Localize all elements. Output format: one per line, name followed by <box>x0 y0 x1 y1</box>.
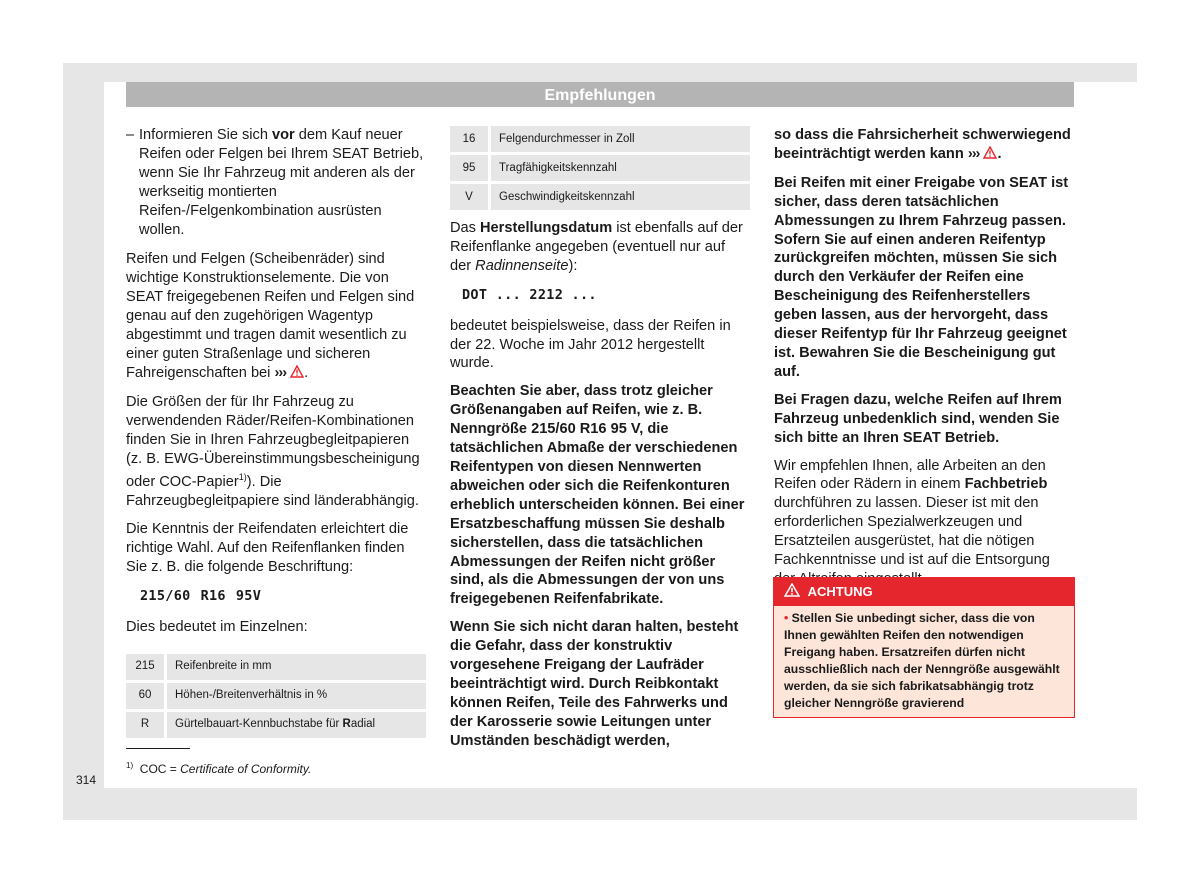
instruction-item <box>126 126 426 239</box>
instruction-text-post: dem Kauf neuer Reifen oder Felgen bei Ihrem SEAT Betrieb, wenn Sie Ihr Fahrzeug mit anderen als der werkseitig montierten Reifen-/Felgenkombination ausrüsten wollen. <box>139 127 424 238</box>
paragraph-text: Reifen und Felgen (Scheibenräder) sind wichtige Konstruktionselemente. Die von SEAT freigegebenen Reifen und Felgen sind genau auf den zugehörigen Wagentyp abgestimmt und tragen damit wesentlich zu einer guten Straßenlage und sicheren Fahreigenschaften bei <box>126 251 415 381</box>
table-value <box>164 712 426 738</box>
instruction-text-pre: Informieren Sie sich <box>139 127 273 143</box>
tire-marking-table <box>450 123 750 213</box>
table-value: Höhen-/Breitenverhältnis in % <box>164 683 426 709</box>
code-part: 95V <box>235 587 262 604</box>
date-code-example: DOT ... 2212 ... <box>462 286 597 303</box>
table-value: Geschwindigkeitskennzahl <box>488 184 750 210</box>
paragraph: bedeutet beispielsweise, dass der Reifen in der 22. Woche im Jahr 2012 hergestellt wurde. <box>450 317 731 372</box>
table-value-text: adial <box>350 718 376 731</box>
footnote-ref: 1) <box>238 472 247 483</box>
paragraph: Wenn Sie sich nicht daran halten, besteht die Gefahr, dass der konstruktiv vorgesehene Freigang der Laufräder beeinträchtigt wird. Durch Reibkontakt können Reifen, Teile des Fahrwerks und der Karosserie sowie Leitungen unter Umständen beschädigt werden, <box>450 619 739 749</box>
warning-text <box>774 606 1074 712</box>
warning-triangle-icon <box>784 579 800 607</box>
paragraph-text: Das <box>450 220 481 236</box>
paragraph-text: Die Größen der für Ihr Fahrzeug zu verwendenden Räder/Reifen-Kombinationen finden Sie in Ihren Fahrzeugbegleitpapieren (z. B. EWG-Übereinstimmungsbescheinigung oder COC-Papier <box>126 393 420 491</box>
instruction-text-bold: vor <box>272 127 295 143</box>
column-2 <box>450 126 750 760</box>
paragraph <box>450 219 750 276</box>
tire-marking-example <box>140 587 426 606</box>
paragraph: Bei Reifen mit einer Freigabe von SEAT ist sicher, dass deren tatsächlichen Abmessungen zu Ihrem Fahrzeug passen. Sofern Sie auf einen anderen Reifentyp zurückgreifen möchten, müssen Sie sich durch den Verkäufer der Reifen eine Bescheinigung des Reifenherstellers geben lassen, aus der hervorgeht, dass dieser Reifentyp für Ihr Fahrzeug geeignet ist. Bewahren Sie die Bescheinigung gut auf. <box>774 174 1069 380</box>
page-number: 314 <box>76 773 97 787</box>
footnote-italic: Certificate of Conformity. <box>180 762 312 776</box>
paragraph-bold: Herstellungsdatum <box>480 220 613 236</box>
paragraph-text: ist ebenfalls auf der Reifenflanke angegeben (eventuell nur auf der <box>450 220 743 274</box>
paragraph-text: ). Die Fahrzeugbegleitpapiere sind länderabhängig. <box>126 474 419 510</box>
footnote-rule <box>126 748 190 749</box>
paragraph: so dass die Fahrsicherheit schwerwiegend beeinträchtigt werden kann ››› . <box>774 126 1074 165</box>
table-row <box>126 683 426 709</box>
table-value: Felgendurchmesser in Zoll <box>488 126 750 152</box>
paragraph: Die Kenntnis der Reifendaten erleichtert die richtige Wahl. Auf den Reifenflanken finden Sie z. B. die folgende Beschriftung: <box>126 521 409 575</box>
warning-body: Stellen Sie unbedingt sicher, dass die von Ihnen gewählten Reifen den notwendigen Freigang haben. Ersatzreifen dürfen nicht ausschließlich nach der Nenngröße ausgewählt werden, da sie sich fabrikatsabhängig trotz gleicher Nenngröße gravierend <box>784 611 1060 710</box>
table-row <box>450 155 750 181</box>
warning-box <box>773 577 1075 718</box>
table-key: 60 <box>126 683 164 709</box>
section-header: Empfehlungen <box>126 82 1074 107</box>
table-key: V <box>450 184 488 210</box>
code-part: R16 <box>200 587 226 604</box>
paragraph: Dies bedeutet im Einzelnen: <box>126 618 308 635</box>
table-row <box>126 712 426 738</box>
table-value-bold: R <box>342 718 351 731</box>
table-value: Tragfähigkeitskennzahl <box>488 155 750 181</box>
tire-marking-table <box>126 651 426 741</box>
warning-triangle-icon <box>983 146 997 165</box>
table-key: R <box>126 712 164 738</box>
paragraph-text: Wir empfehlen Ihnen, alle Arbeiten an den Reifen oder Rädern in einem <box>774 457 1046 493</box>
warning-triangle-icon <box>290 365 304 384</box>
table-row <box>450 184 750 210</box>
paragraph-italic: Radinnenseite <box>475 257 569 274</box>
table-row <box>126 654 426 680</box>
column-3 <box>774 126 1074 598</box>
paragraph: Bei Fragen dazu, welche Reifen auf Ihrem Fahrzeug unbedenklich sind, wenden Sie sich bitte an Ihren SEAT Betrieb. <box>774 391 1062 446</box>
column-1 <box>126 126 426 741</box>
see-warning-arrows: ››› <box>967 145 980 162</box>
see-warning-arrows: ››› <box>274 364 287 381</box>
code-part: 215/60 <box>140 587 191 604</box>
table-value-text: Gürtelbauart-Kennbuchstabe für <box>175 718 343 731</box>
table-key: 215 <box>126 654 164 680</box>
paragraph-text: so dass die Fahrsicherheit schwerwiegend beeinträchtigt werden kann <box>774 127 1071 162</box>
paragraph <box>774 457 1074 589</box>
warning-title: ACHTUNG <box>807 584 873 599</box>
footnote-text: COC = <box>139 762 181 776</box>
paragraph: Reifen und Felgen (Scheibenräder) sind wichtige Konstruktionselemente. Die von SEAT freigegebenen Reifen und Felgen sind genau auf den zugehörigen Wagentyp abgestimmt und tragen damit wesentlich zu einer guten Straßenlage und sicheren Fahreigenschaften bei ››› . <box>126 250 426 383</box>
paragraph <box>126 393 426 511</box>
footnote <box>126 761 311 776</box>
paragraph-text: durchführen zu lassen. Dieser ist mit den erforderlichen Spezialwerkzeugen und Ersatzteilen ausgerüstet, hat die nötigen Fachkenntnisse und ist auf die Entsorgung <box>774 495 1050 569</box>
warning-header <box>774 578 1074 606</box>
footnote-mark: 1) <box>126 761 134 770</box>
paragraph: Beachten Sie aber, dass trotz gleicher Größenangaben auf Reifen, wie z. B. Nenngröße 215/60 R16 95 V, die tatsächlichen Abmaße der verschiedenen Reifentypen von diesen Nennwerten abweichen oder sich die Reifenkonturen erheblich unterscheiden können. Bei einer Ersatzbeschaffung müssen Sie deshalb sicherstellen, dass die tatsächlichen Abmessungen der Reifen nicht größer sind, als die Abmessungen der von uns freigegebenen Reifenfabrikate. <box>450 383 745 608</box>
table-key: 95 <box>450 155 488 181</box>
dash-marker: – <box>126 127 135 143</box>
paragraph-text: ): <box>568 257 578 274</box>
table-row <box>450 126 750 152</box>
table-value: Reifenbreite in mm <box>164 654 426 680</box>
paragraph-bold: Fachbetrieb <box>964 476 1048 493</box>
bullet-marker: • <box>784 611 789 625</box>
table-key: 16 <box>450 126 488 152</box>
